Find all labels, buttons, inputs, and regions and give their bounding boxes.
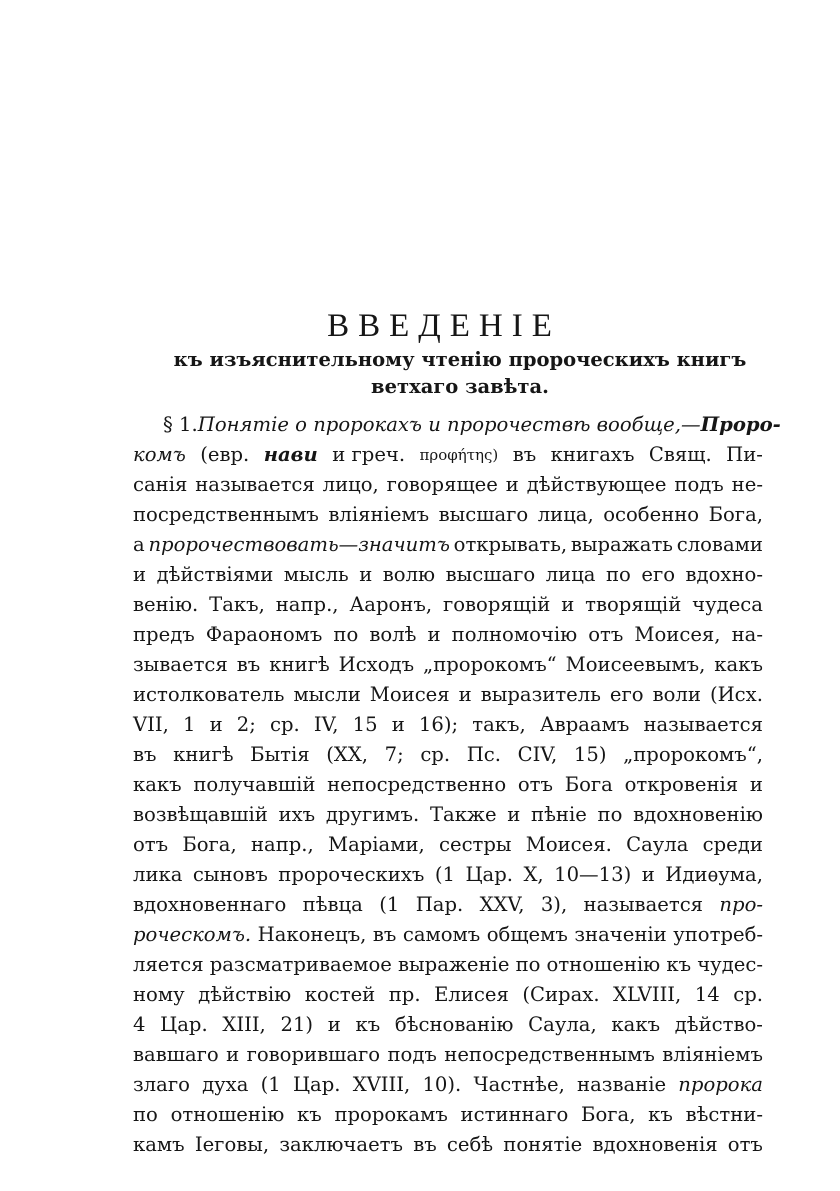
word: вдохновенію: [633, 803, 763, 826]
word: такъ,: [472, 713, 526, 736]
word: а: [133, 533, 145, 556]
word: выражать: [570, 533, 673, 556]
word: VII,: [133, 713, 169, 736]
text-line: [133, 650, 763, 680]
word: вѣстни-: [685, 1103, 763, 1126]
word: сыновъ: [192, 863, 268, 886]
word: вдохновенія: [592, 1133, 718, 1156]
word: 2;: [236, 713, 256, 736]
text-line: [133, 860, 763, 890]
word: открывать,: [453, 533, 568, 556]
word: Исходъ: [338, 653, 415, 676]
word: къ: [297, 1103, 322, 1126]
word: роческомъ.: [133, 923, 252, 946]
word: пророчествовать—значитъ: [148, 533, 450, 556]
word: и греч.: [332, 443, 406, 466]
word: вдохно-: [685, 563, 763, 586]
word: высшаго: [438, 503, 529, 526]
word: XXV,: [479, 893, 525, 916]
word: отношенію: [170, 1103, 285, 1126]
text-line: [133, 710, 763, 740]
word: вліяніемъ: [328, 503, 430, 526]
word: Пс.: [466, 743, 501, 766]
word: 14: [694, 983, 720, 1006]
word: (Исх.: [709, 683, 763, 706]
word: Идиѳума,: [665, 863, 763, 886]
word: зывается: [133, 653, 228, 676]
word: среди: [702, 833, 763, 856]
word: не-: [731, 473, 763, 496]
word: Цар.: [160, 1013, 208, 1036]
word: книгахъ: [550, 443, 635, 466]
word: нави: [263, 443, 318, 466]
word: (1: [260, 1073, 281, 1096]
text-line: [133, 560, 763, 590]
word: санія: [133, 473, 188, 496]
word: Цар.: [465, 863, 513, 886]
word: IV,: [313, 713, 339, 736]
word: Свящ.: [648, 443, 712, 466]
word: къ: [648, 1103, 673, 1126]
word: книгѣ: [269, 653, 330, 676]
text-line: [133, 440, 763, 470]
word: пр.: [388, 983, 421, 1006]
word: творящій: [585, 593, 682, 616]
word: (1: [434, 863, 455, 886]
word: (XX,: [326, 743, 369, 766]
word: камъ: [133, 1133, 185, 1156]
word: Пар.: [415, 893, 464, 916]
word: другимъ.: [325, 803, 420, 826]
word: по: [133, 1103, 158, 1126]
word: по: [333, 623, 359, 646]
word: какъ: [611, 1013, 661, 1036]
text-line: [133, 470, 763, 500]
word: мысли: [293, 683, 361, 706]
word: 7;: [384, 743, 404, 766]
word: (евр.: [200, 443, 250, 466]
word: въ: [236, 653, 261, 676]
text-line: [133, 800, 763, 830]
text-line: [133, 590, 763, 620]
word: къ: [666, 953, 692, 976]
word: Саула,: [528, 1013, 597, 1036]
word: 1: [182, 713, 196, 736]
word: подъ: [387, 1043, 437, 1066]
text-line: [133, 530, 763, 560]
word: лика: [133, 863, 183, 886]
word: высшаго: [445, 563, 536, 586]
word: и: [458, 683, 472, 706]
text-line: [133, 740, 763, 770]
section-heading: Понятіе о пророкахъ и пророчествѣ вообще,—: [197, 413, 701, 436]
word: Бытія: [250, 743, 310, 766]
word: говорившаго: [246, 1043, 381, 1066]
word: пророка: [678, 1073, 763, 1096]
word: въ: [512, 443, 537, 466]
word: про-: [719, 893, 763, 916]
word: Іеговы,: [194, 1133, 270, 1156]
word: Такъ,: [209, 593, 265, 616]
word: говорящее: [386, 473, 498, 496]
word: непосредственнымъ: [444, 1043, 655, 1066]
word: и: [749, 773, 763, 796]
word: Моисеевымъ,: [565, 653, 706, 676]
word: и: [209, 713, 223, 736]
text-line: [133, 680, 763, 710]
word: вавшаго: [133, 1043, 219, 1066]
word: получавшій: [193, 773, 316, 796]
word: 10—13): [554, 863, 632, 886]
word: значеніи: [574, 923, 667, 946]
word: на-: [731, 623, 763, 646]
word: ихъ: [278, 803, 316, 826]
text-line: [133, 1010, 763, 1040]
word: по: [605, 563, 631, 586]
word: лица: [545, 563, 596, 586]
word: Проро-: [700, 413, 781, 436]
word: ному: [133, 983, 185, 1006]
word: мысль: [283, 563, 349, 586]
word: употреб-: [673, 923, 763, 946]
word: 15: [352, 713, 378, 736]
word: и: [561, 593, 575, 616]
word: Наконецъ,: [257, 923, 367, 946]
word: волѣ: [369, 623, 417, 646]
word: Бога,: [581, 1103, 636, 1126]
word: отъ: [133, 833, 169, 856]
text-line: [133, 620, 763, 650]
text-line: [133, 920, 763, 950]
word: называется: [195, 473, 315, 496]
word: и: [427, 623, 441, 646]
word: ср.: [269, 713, 300, 736]
word: дѣйствію: [198, 983, 292, 1006]
word: 16);: [418, 713, 459, 736]
word: и: [505, 473, 519, 496]
word: чудеса: [692, 593, 763, 616]
word: Елисея: [434, 983, 509, 1006]
word: отъ: [588, 623, 624, 646]
word: „пророкомъ“: [423, 653, 557, 676]
chapter-subtitle-line-1: къ изъяснительному чтенію пророческихъ книгъ: [173, 348, 747, 371]
word: комъ: [133, 443, 186, 466]
word: истолкователь: [133, 683, 285, 706]
text-line: [133, 1130, 763, 1160]
word: и: [391, 713, 405, 736]
word: предъ: [133, 623, 195, 646]
text-line: [133, 950, 763, 980]
word: пророкамъ: [334, 1103, 448, 1126]
word: лица,: [537, 503, 594, 526]
word: 15): [573, 743, 607, 766]
word: къ: [355, 1013, 381, 1036]
text-line: [133, 830, 763, 860]
word: Авраамъ: [539, 713, 630, 736]
text-line: [133, 1070, 763, 1100]
word: 10).: [422, 1073, 462, 1096]
text-line: [133, 1040, 763, 1070]
word: Цар.: [292, 1073, 341, 1096]
word: выраженіе: [398, 953, 510, 976]
word: отношенію: [546, 953, 661, 976]
text-line: [133, 980, 763, 1010]
word: (1: [379, 893, 400, 916]
word: напр.,: [250, 833, 314, 856]
word: разсматриваемое: [209, 953, 392, 976]
word: пророческихъ: [278, 863, 425, 886]
word: въ: [133, 743, 157, 766]
word: понятіе: [503, 1133, 583, 1156]
word: и: [359, 563, 373, 586]
word: истиннаго: [460, 1103, 569, 1126]
word: Ааронъ,: [349, 593, 433, 616]
word: себѣ: [446, 1133, 494, 1156]
word: называется: [643, 713, 763, 736]
text-line: [133, 1100, 763, 1130]
greek-word: προφήτης): [419, 446, 499, 464]
word: отъ: [727, 1133, 763, 1156]
word: въ: [372, 923, 397, 946]
word: Пи-: [726, 443, 763, 466]
text-line: [133, 500, 763, 530]
word: „пророкомъ“,: [623, 743, 763, 766]
text-line: [133, 410, 781, 440]
section-number: § 1.: [163, 413, 198, 436]
word: злаго: [133, 1073, 190, 1096]
word: бѣснованію: [394, 1013, 514, 1036]
word: словами: [676, 533, 763, 556]
word: духа: [202, 1073, 249, 1096]
word: Бога,: [182, 833, 237, 856]
word: Моисея: [369, 683, 450, 706]
word: дѣйство-: [674, 1013, 763, 1036]
word: и: [641, 863, 655, 886]
word: подъ: [674, 473, 724, 496]
word: полномочію: [451, 623, 578, 646]
word: откровенія: [624, 773, 739, 796]
word: сестры: [439, 833, 512, 856]
word: общемъ: [486, 923, 568, 946]
word: и: [327, 1013, 341, 1036]
word: особенно: [603, 503, 700, 526]
word: напр.,: [275, 593, 339, 616]
word: воли: [652, 683, 701, 706]
word: дѣйствующее: [526, 473, 667, 496]
word: отъ: [517, 773, 553, 796]
word: какъ: [714, 653, 763, 676]
word: 21): [280, 1013, 314, 1036]
word: Бога,: [708, 503, 763, 526]
word: костей: [304, 983, 376, 1006]
word: его: [609, 683, 644, 706]
word: въ: [413, 1133, 437, 1156]
word: посредственнымъ: [133, 503, 319, 526]
word: вліяніемъ: [662, 1043, 763, 1066]
word: XIII,: [222, 1013, 266, 1036]
word: возвѣщавшій: [133, 803, 268, 826]
chapter-title: ВВЕДЕНІЕ: [327, 308, 561, 344]
word: ср.: [420, 743, 451, 766]
word: Моисея,: [634, 623, 721, 646]
word: (Сирах.: [522, 983, 600, 1006]
word: ляется: [133, 953, 204, 976]
word: Фараономъ: [205, 623, 323, 646]
word: и: [226, 1043, 240, 1066]
word: непосредственно: [327, 773, 507, 796]
word: XVIII,: [352, 1073, 411, 1096]
word: его: [641, 563, 676, 586]
text-line: [133, 770, 763, 800]
word: заключаетъ: [279, 1133, 403, 1156]
word: пѣвца: [302, 893, 363, 916]
word: называется: [583, 893, 704, 916]
word: X,: [523, 863, 544, 886]
word: волю: [382, 563, 436, 586]
word: ср.: [733, 983, 763, 1006]
word: XLVIII,: [613, 983, 682, 1006]
word: названіе: [577, 1073, 667, 1096]
word: дѣйствіями: [156, 563, 274, 586]
word: какъ: [133, 773, 182, 796]
word: Маріами,: [328, 833, 425, 856]
word: 4: [133, 1013, 146, 1036]
word: книгѣ: [173, 743, 234, 766]
word: выразитель: [480, 683, 601, 706]
word: Саула: [626, 833, 689, 856]
word: Частнѣе,: [473, 1073, 565, 1096]
word: и: [133, 563, 147, 586]
chapter-subtitle-line-2: ветхаго завѣта.: [371, 375, 549, 398]
word: говорящій: [442, 593, 551, 616]
paragraph-body: [133, 410, 781, 1160]
word: венію.: [133, 593, 199, 616]
word: по: [597, 803, 623, 826]
text-line: [133, 890, 763, 920]
word: 3),: [540, 893, 568, 916]
word: лицо,: [322, 473, 379, 496]
word: вдохновеннаго: [133, 893, 287, 916]
word: Бога: [564, 773, 613, 796]
word: CIV,: [517, 743, 558, 766]
word: по: [515, 953, 541, 976]
word: самомъ: [402, 923, 481, 946]
word: Также: [429, 803, 497, 826]
word: Моисея.: [525, 833, 612, 856]
word: пѣніе: [531, 803, 587, 826]
word: чудес-: [697, 953, 763, 976]
word: и: [507, 803, 521, 826]
